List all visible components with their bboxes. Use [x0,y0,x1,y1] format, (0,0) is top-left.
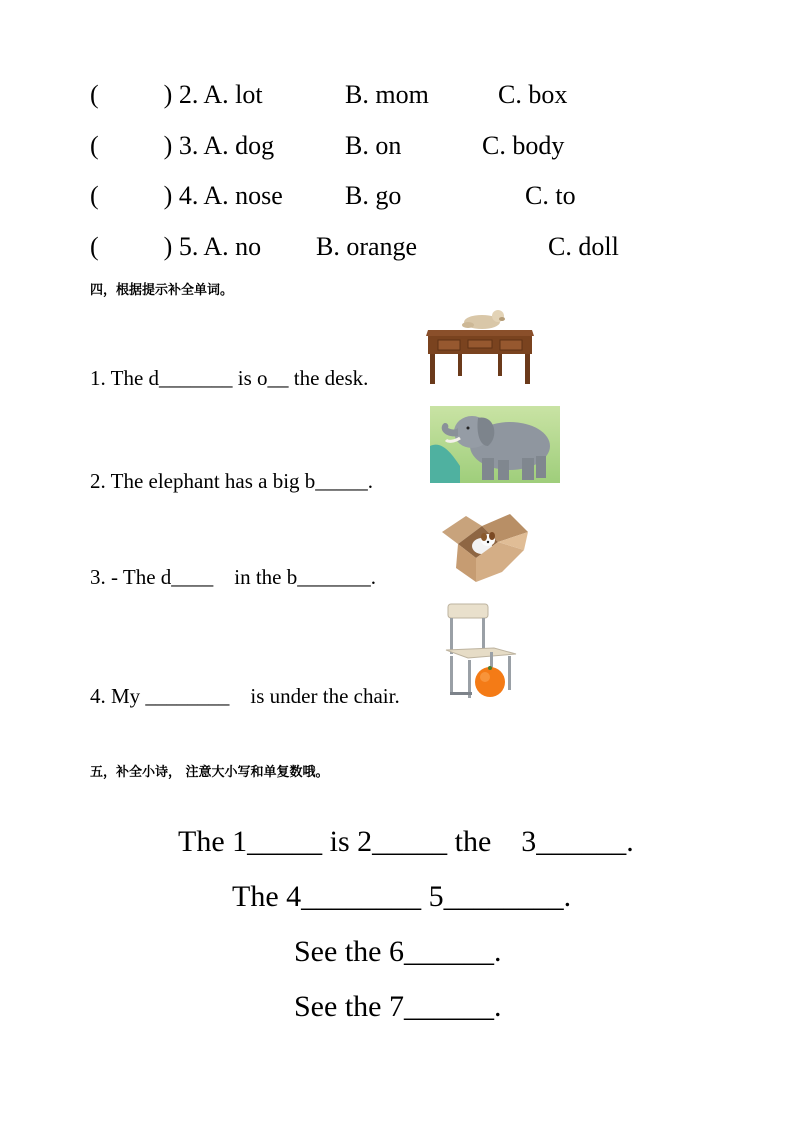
mc-question-4: ( ) 4. A. nose [90,181,283,210]
orange-under-chair-icon [442,602,520,702]
mc-option-b-2: B. mom [345,80,429,109]
mc-option-c-4: C. to [525,181,576,210]
mc-option-c-2: C. box [498,80,568,109]
mc-option-b-3: B. on [345,131,402,160]
fill-item-4: 4. My ________ is under the chair. [90,684,400,708]
mc-option-c-5: C. doll [548,232,619,261]
fill-item-2: 2. The elephant has a big b_____. [90,469,374,493]
fill-item-3: 3. - The d____ in the b_______. [90,565,377,589]
mc-option-b-4: B. go [345,181,402,210]
mc-option-b-5: B. orange [316,232,418,261]
dog-in-box-icon [436,512,532,584]
poem-line-3: See the 6______. [294,935,502,968]
poem-line-2: The 4________ 5________. [232,880,572,913]
section5-heading: 五，补全小诗， 注意大小写和单复数哦。 [90,765,329,780]
section4-heading: 四，根据提示补全单词。 [90,283,234,298]
poem-line-1: The 1_____ is 2_____ the 3______. [178,825,634,858]
mc-question-5: ( ) 5. A. no [90,232,262,261]
mc-option-c-3: C. body [482,131,565,160]
dog-on-desk-icon [424,306,536,386]
poem-line-4: See the 7______. [294,990,502,1023]
mc-question-3: ( ) 3. A. dog [90,131,275,160]
elephant-icon [430,406,560,483]
mc-question-2: ( ) 2. A. lot [90,80,263,109]
fill-item-1: 1. The d_______ is o__ the desk. [90,366,369,390]
